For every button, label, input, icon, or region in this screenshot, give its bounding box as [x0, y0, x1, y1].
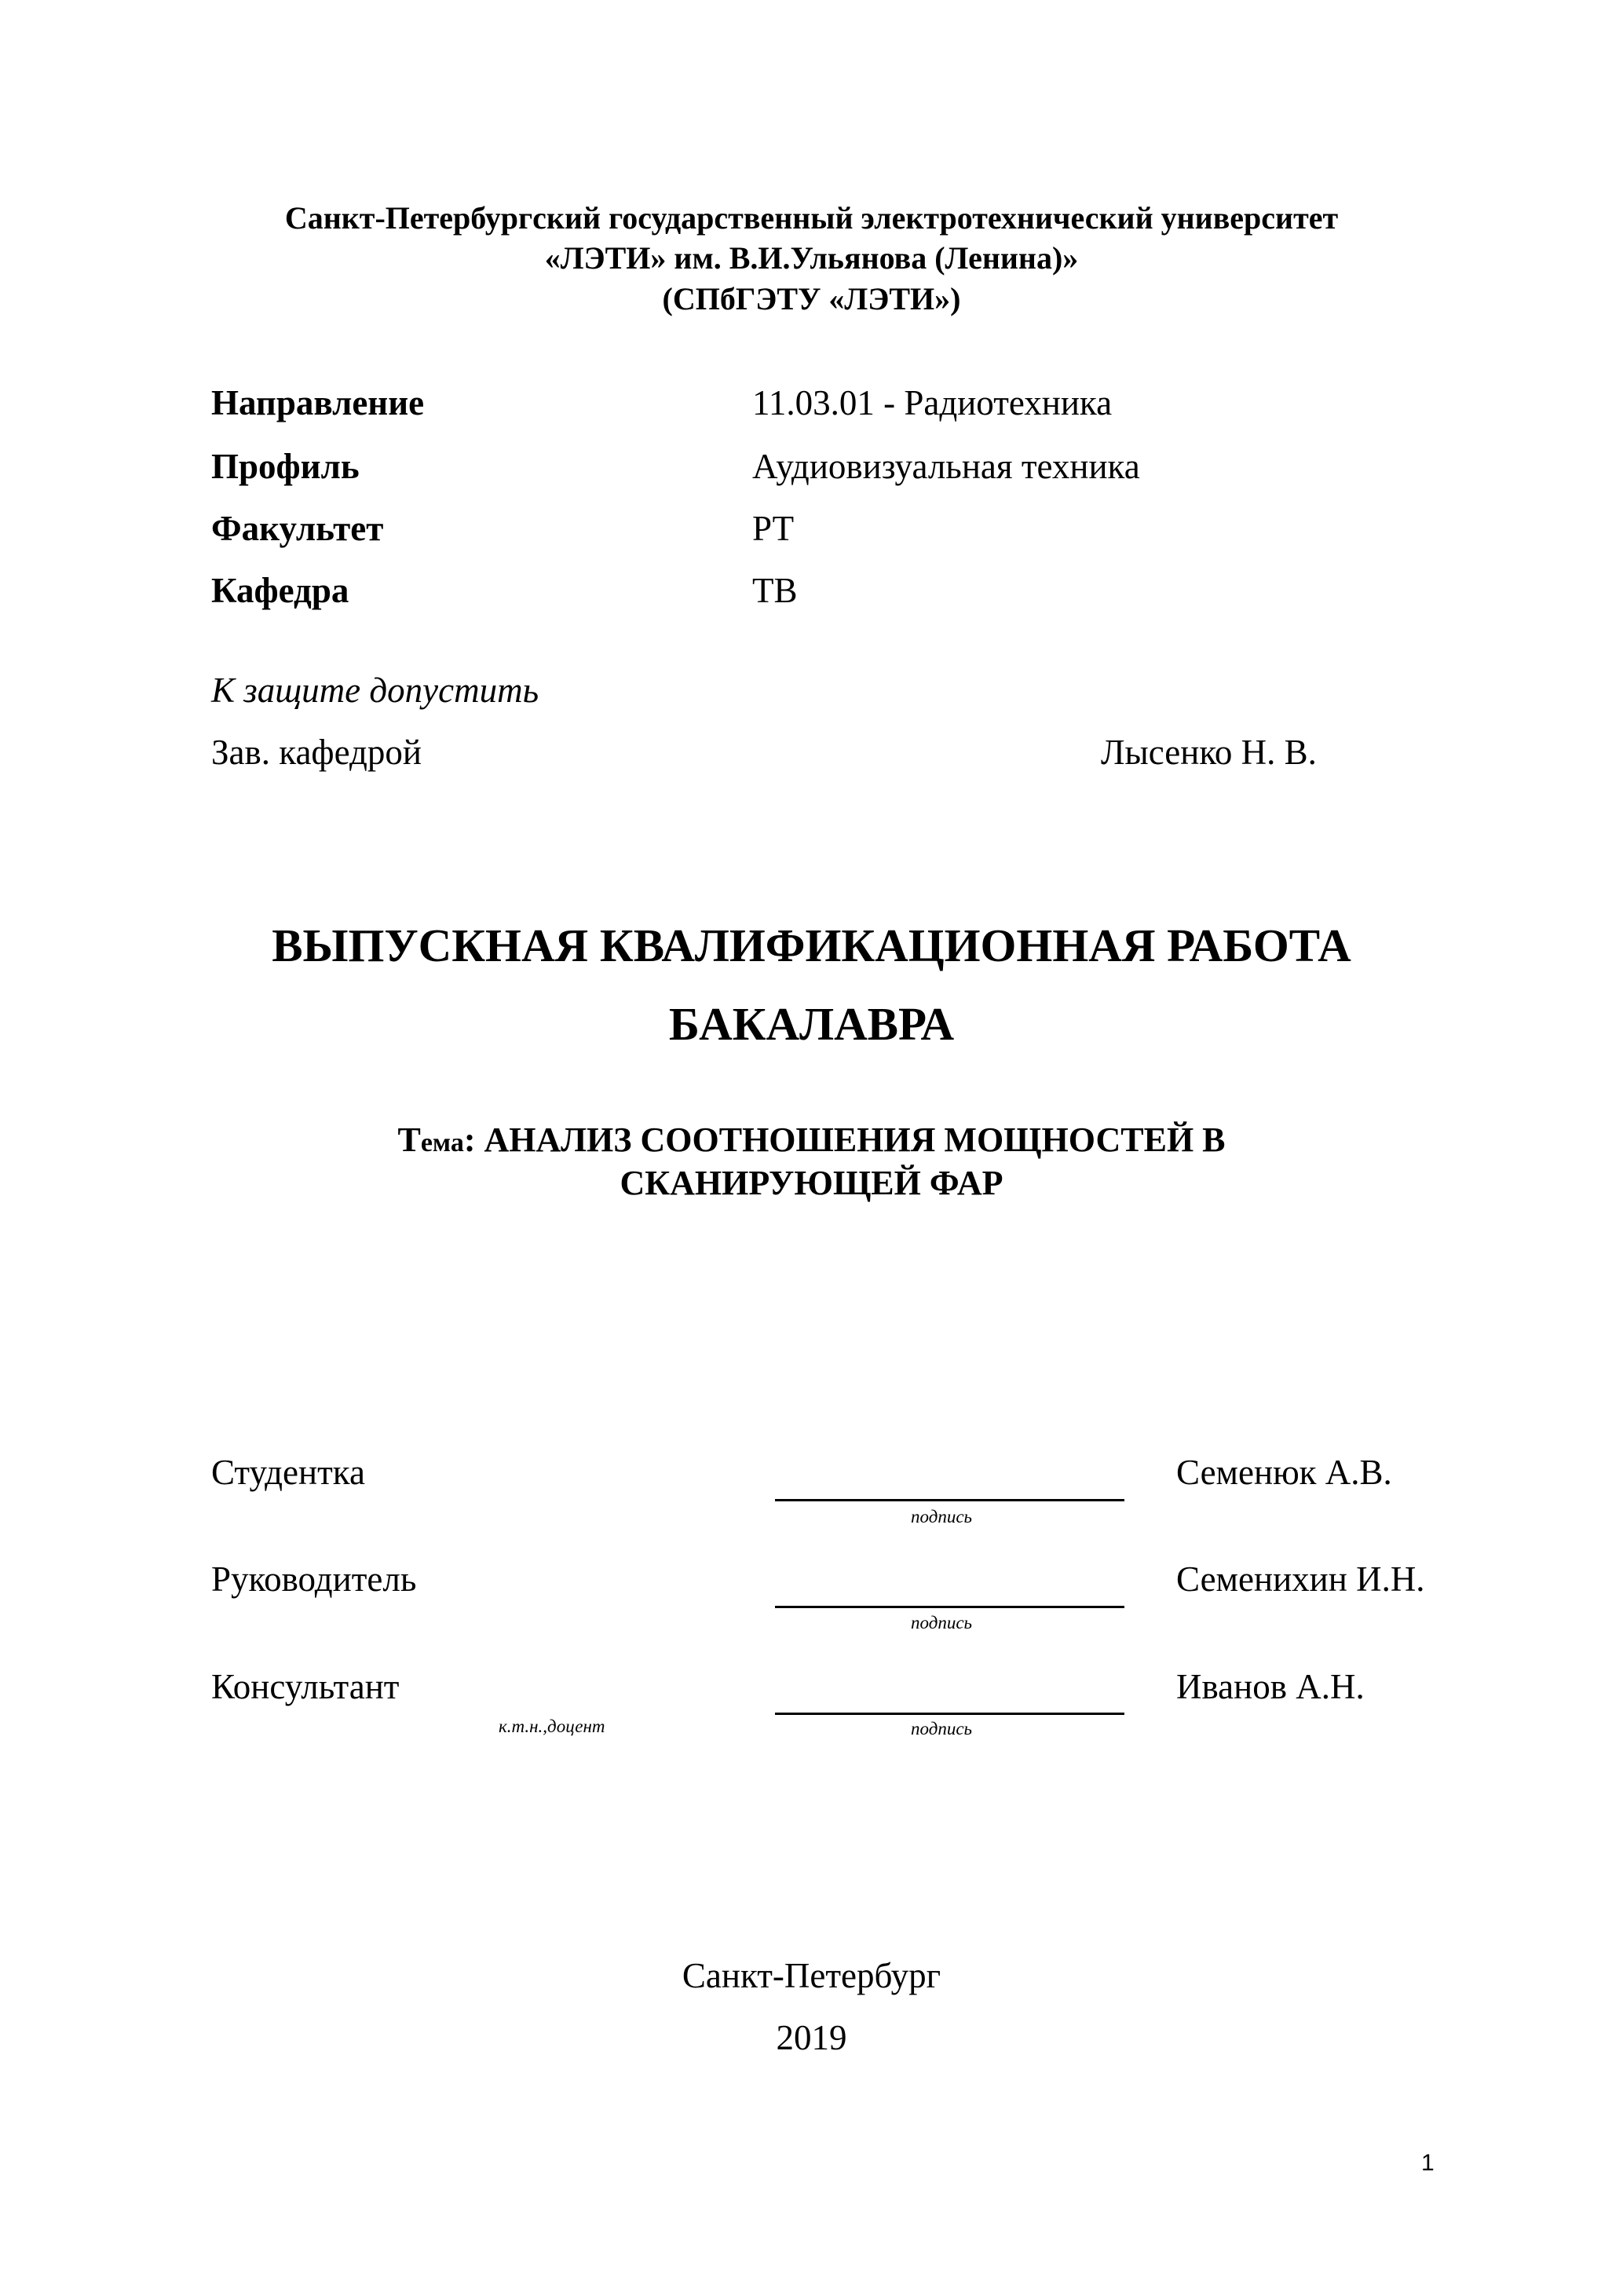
theme-line1	[0, 1123, 1623, 1157]
signature-role-consultant: Консультант	[211, 1667, 400, 1706]
approval-role: Зав. кафедрой	[211, 733, 422, 772]
consultant-degree: к.т.н.,доцент	[499, 1717, 605, 1736]
approval-name: Лысенко Н. В.	[1101, 733, 1317, 772]
info-value-faculty: РТ	[752, 509, 795, 548]
work-title-line2: БАКАЛАВРА	[668, 998, 955, 1050]
theme-text: АНАЛИЗ СООТНОШЕНИЯ МОЩНОСТЕЙ В	[475, 1121, 1226, 1159]
signature-name-student: Семенюк А.В.	[1176, 1453, 1392, 1492]
signature-role-supervisor: Руководитель	[211, 1559, 417, 1599]
signature-line	[775, 1606, 1124, 1608]
info-value-profile: Аудиовизуальная техника	[752, 447, 1140, 486]
university-name: Санкт-Петербургский государственный электротехнический университет	[284, 200, 1339, 236]
info-value-direction: 11.03.01 - Радиотехника	[752, 383, 1113, 422]
theme-prefix-first: Т	[397, 1121, 421, 1159]
info-value-department: ТВ	[752, 571, 798, 610]
theme-line2: СКАНИРУЮЩЕЙ ФАР	[620, 1164, 1003, 1202]
signature-caption: подпись	[911, 1613, 973, 1632]
signature-name-supervisor: Семенихин И.Н.	[1176, 1559, 1425, 1599]
theme-prefix-rest: ема	[420, 1128, 464, 1157]
signature-caption: подпись	[911, 1507, 973, 1526]
theme-colon: :	[463, 1121, 476, 1159]
info-label-faculty: Факультет	[211, 509, 384, 548]
approval-note: К защите допустить	[211, 671, 539, 710]
work-title: ВЫПУСКНАЯ КВАЛИФИКАЦИОННАЯ РАБОТА	[272, 919, 1351, 971]
signature-role-student: Студентка	[211, 1453, 365, 1492]
signature-name-consultant: Иванов А.Н.	[1176, 1667, 1365, 1706]
info-label-department: Кафедра	[211, 571, 349, 610]
page-number: 1	[1421, 2150, 1435, 2176]
info-label-direction: Направление	[211, 383, 425, 422]
footer-city: Санкт-Петербург	[682, 1956, 941, 1995]
university-name-line2: «ЛЭТИ» им. В.И.Ульянова (Ленина)»	[544, 240, 1079, 276]
university-abbreviation: (СПбГЭТУ «ЛЭТИ»)	[662, 281, 961, 316]
footer-year: 2019	[776, 2018, 847, 2057]
signature-line	[775, 1713, 1124, 1715]
signature-caption: подпись	[911, 1719, 973, 1738]
info-label-profile: Профиль	[211, 447, 360, 486]
signature-line	[775, 1499, 1124, 1501]
